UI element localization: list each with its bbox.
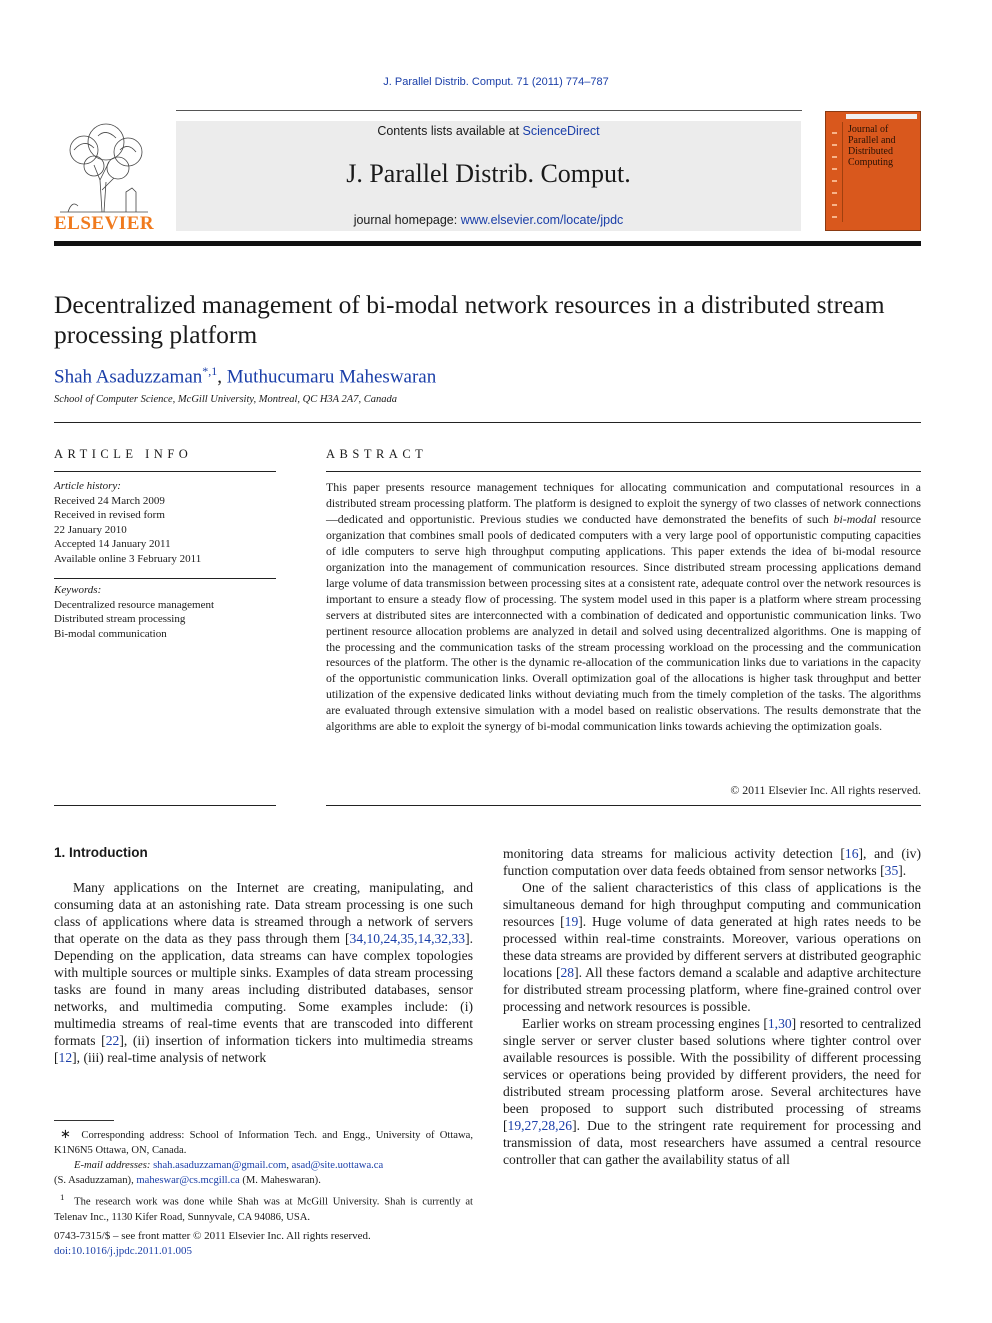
- email-link[interactable]: maheswar@cs.mcgill.ca: [136, 1175, 240, 1186]
- elsevier-tree-icon: [54, 120, 154, 215]
- footnote-corresponding: [54, 1126, 473, 1158]
- email-owner: (S. Asaduzzaman),: [54, 1175, 137, 1186]
- section-heading: 1. Introduction: [54, 845, 148, 860]
- footnote-emails: [54, 1158, 473, 1188]
- history-item: 22 January 2010: [54, 523, 127, 536]
- citation-link[interactable]: 19,27,28,26: [507, 1118, 573, 1133]
- header-thick-rule: [54, 241, 921, 246]
- intro-paragraph: [503, 879, 921, 1015]
- affiliation: School of Computer Science, McGill University, Montreal, QC H3A 2A7, Canada: [54, 394, 397, 405]
- abstract-copyright: © 2011 Elsevier Inc. All rights reserved.: [730, 783, 921, 797]
- title-rule: [54, 422, 921, 423]
- history-item: Received in revised form: [54, 509, 165, 521]
- author-separator: ,: [217, 366, 227, 388]
- text-run: Earlier works on stream processing engines [: [522, 1016, 768, 1031]
- abstract-emphasis: bi-modal: [833, 511, 877, 526]
- footnote-mark: 1: [60, 1192, 65, 1202]
- homepage-line: [176, 213, 801, 227]
- text-run: ] resorted to centralized single server or server cluster based solutions where tighter control over available resources is possible. With the possibility of different processing services or operations being provided by different providers, the need for distributed stream processing platform arose. Several architectures have been proposed to support such distributed processing of streams [: [503, 1016, 921, 1133]
- citation-link[interactable]: 16: [844, 846, 859, 861]
- footnote-text: Corresponding address: School of Information Tech. and Engg., University of Ottawa, K1N6N5 Ottawa, ON, Canada.: [54, 1130, 474, 1156]
- footnote-rule: [54, 1120, 114, 1121]
- email-link[interactable]: shah.asaduzzaman@gmail.com: [153, 1160, 287, 1171]
- cover-title: Journal of Parallel and Distributed Computing: [848, 124, 896, 168]
- abstract-heading: ABSTRACT: [326, 447, 428, 461]
- text-run: ], and (iv) function computation over data feeds obtained from sensor networks [: [503, 846, 921, 878]
- journal-citation[interactable]: J. Parallel Distrib. Comput. 71 (2011) 774–787: [383, 76, 609, 88]
- contents-line: [176, 124, 801, 138]
- header-rule: [176, 110, 802, 111]
- history-label: Article history:: [54, 480, 121, 492]
- footnote-mark: ∗: [60, 1126, 71, 1141]
- homepage-link[interactable]: www.elsevier.com/locate/jpdc: [460, 213, 624, 227]
- abstract-part: resource organization that combines small pools of dedicated computers with a very large pool of opportunistic computing capacities of idle computers to serve high throughput computing applications. This paper extends the idea of bi-modal resource organization into the management of communication resources. Since distributed stream processing applications demand large volume of data transmission between processing sites at a consistent rate, adequate control over the network resources is important to ensure a steady flow of processing. The system model used in this paper is a platform where stream processing servers at distributed sites are interconnected with a combination of dedicated and opportunistic communication links. Two pertinent resource allocation problems are analyzed in detail and solved using decentralized algorithms. One is mapping of the processing and the communication tasks of the stream processing workload on the processing and the communication resources of the platform. The other is the dynamic re-allocation of the communication links due to variations in the capacity of the opportunistic communication links. Overall optimization goal of the allocations is higher task throughput and better utilization of the expensive dedicated links without deviating much from the timely completion of the tasks. The algorithms are evaluated through extensive simulation with a model based on realistic observations. The results demonstrate that the algorithms are able to exploit the synergy of bi-modal communication links towards achieving the optimization goals.: [326, 511, 922, 734]
- intro-right-column: [503, 845, 921, 1168]
- article-info-bottom-rule: [54, 805, 276, 806]
- elsevier-logo: [54, 120, 154, 235]
- sciencedirect-link[interactable]: ScienceDirect: [522, 124, 600, 138]
- article-title: Decentralized management of bi-modal network resources in a distributed stream processing platform: [54, 290, 885, 349]
- abstract-bottom-rule: [326, 805, 921, 806]
- author-link[interactable]: Muthucumaru Maheswaran: [226, 366, 437, 388]
- text-run: ], (iii) real-time analysis of network: [72, 1050, 267, 1065]
- abstract-part: This paper presents resource management techniques for allocating communication and computational resources in a distributed stream processing platform. The platform is designed to exploit the synergy of two classes of network connections—dedicated and opportunistic. Previous studies we conducted have demonstrated the benefits of such: [326, 480, 921, 526]
- journal-name: J. Parallel Distrib. Comput.: [346, 159, 631, 188]
- text-run: Many applications on the Internet are creating, manipulating, and consuming data at an astonishing rate. Data stream processing is one such class of applications where data is streamed through a network of servers that operate on the data as they pass through them [: [54, 880, 473, 946]
- article-info-rule: [54, 471, 276, 472]
- article-info-heading: ARTICLE INFO: [54, 447, 193, 461]
- author-marks[interactable]: *,1: [202, 364, 218, 378]
- citation-link[interactable]: 35: [884, 863, 899, 878]
- cover-side-strip: [830, 122, 843, 222]
- keyword-item: Bi-modal communication: [54, 627, 167, 640]
- text-run: monitoring data streams for malicious activity detection [: [503, 846, 845, 861]
- citation-link[interactable]: 1,30: [767, 1016, 792, 1031]
- journal-cover: [825, 111, 921, 231]
- email-link[interactable]: asad@site.uottawa.ca: [291, 1160, 384, 1171]
- keyword-item: Distributed stream processing: [54, 613, 186, 625]
- author-link[interactable]: Shah Asaduzzaman: [54, 366, 203, 388]
- front-matter-line: 0743-7315/$ – see front matter © 2011 Elsevier Inc. All rights reserved.: [54, 1230, 371, 1242]
- keywords: [54, 583, 276, 641]
- history-item: Received 24 March 2009: [54, 494, 165, 507]
- cover-top-bar: [846, 114, 917, 119]
- citation-link[interactable]: 22: [105, 1033, 120, 1048]
- keywords-label: Keywords:: [54, 584, 102, 596]
- email-separator: ,: [286, 1160, 292, 1171]
- citation-link[interactable]: 34,10,24,35,14,32,33: [349, 931, 466, 946]
- footnote-affiliation: [54, 1190, 473, 1225]
- citation-link[interactable]: 28: [560, 965, 575, 980]
- abstract-rule: [326, 471, 921, 472]
- history-item: Accepted 14 January 2011: [54, 538, 171, 550]
- text-run: ], (ii) insertion of information tickers into multimedia streams [: [54, 1033, 473, 1065]
- abstract-text: [326, 480, 921, 735]
- text-run: ]. Huge volume of data generated at high rates needs to be processed within real-time constraints. Moreover, various operations on these data streams are provided by different servers at distributed geographic locations [: [503, 914, 921, 980]
- intro-left-column: [54, 879, 473, 1066]
- footnote-text: The research work was done while Shah was at McGill University. Shah is currently at Telenav Inc., 1130 Kifer Road, Sunnyvale, CA 94086, USA.: [54, 1196, 474, 1223]
- text-run: ]. Due to the stringent rate requirement for processing and transmission of data, most researchers have assumed a central resource controller that can gather the availability status of all: [503, 1118, 921, 1167]
- issn-block: [54, 1229, 371, 1259]
- doi-link[interactable]: doi:10.1016/j.jpdc.2011.01.005: [54, 1245, 193, 1257]
- journal-banner: [176, 121, 801, 231]
- intro-paragraph: [54, 879, 473, 1066]
- footnotes: [54, 1126, 473, 1225]
- history-item: Available online 3 February 2011: [54, 552, 202, 565]
- homepage-prefix: journal homepage:: [353, 213, 461, 227]
- article-history: [54, 479, 276, 566]
- text-run: ]. All these factors demand a scalable and adaptive architecture for distributed stream processing platform, where fine-grained control over processing and network resources is possible.: [503, 965, 921, 1014]
- text-run: One of the salient characteristics of this class of applications is the simultaneous demand for high throughput computing and communication resources [: [503, 880, 921, 929]
- email-owner: (M. Maheswaran).: [239, 1175, 321, 1186]
- intro-paragraph: [503, 845, 921, 879]
- email-label: E-mail addresses:: [74, 1160, 151, 1171]
- publisher-wordmark: ELSEVIER: [54, 213, 155, 234]
- citation-link[interactable]: 12: [58, 1050, 73, 1065]
- text-run: ].: [898, 863, 907, 878]
- keywords-rule: [54, 578, 276, 579]
- intro-paragraph: [503, 1015, 921, 1168]
- keyword-item: Decentralized resource management: [54, 598, 215, 611]
- citation-link[interactable]: 19: [564, 914, 579, 929]
- author-list: [54, 364, 436, 388]
- contents-prefix: Contents lists available at: [377, 124, 523, 138]
- text-run: ]. Depending on the application, data streams can have complex topologies with multiple sources or multiple sinks. Examples of data stream processing tasks are found in many areas including distributed databases, sensor networks, and multimedia computing. Some examples include: (i) multimedia streams of real-time events that are transcoded into different formats [: [54, 931, 473, 1048]
